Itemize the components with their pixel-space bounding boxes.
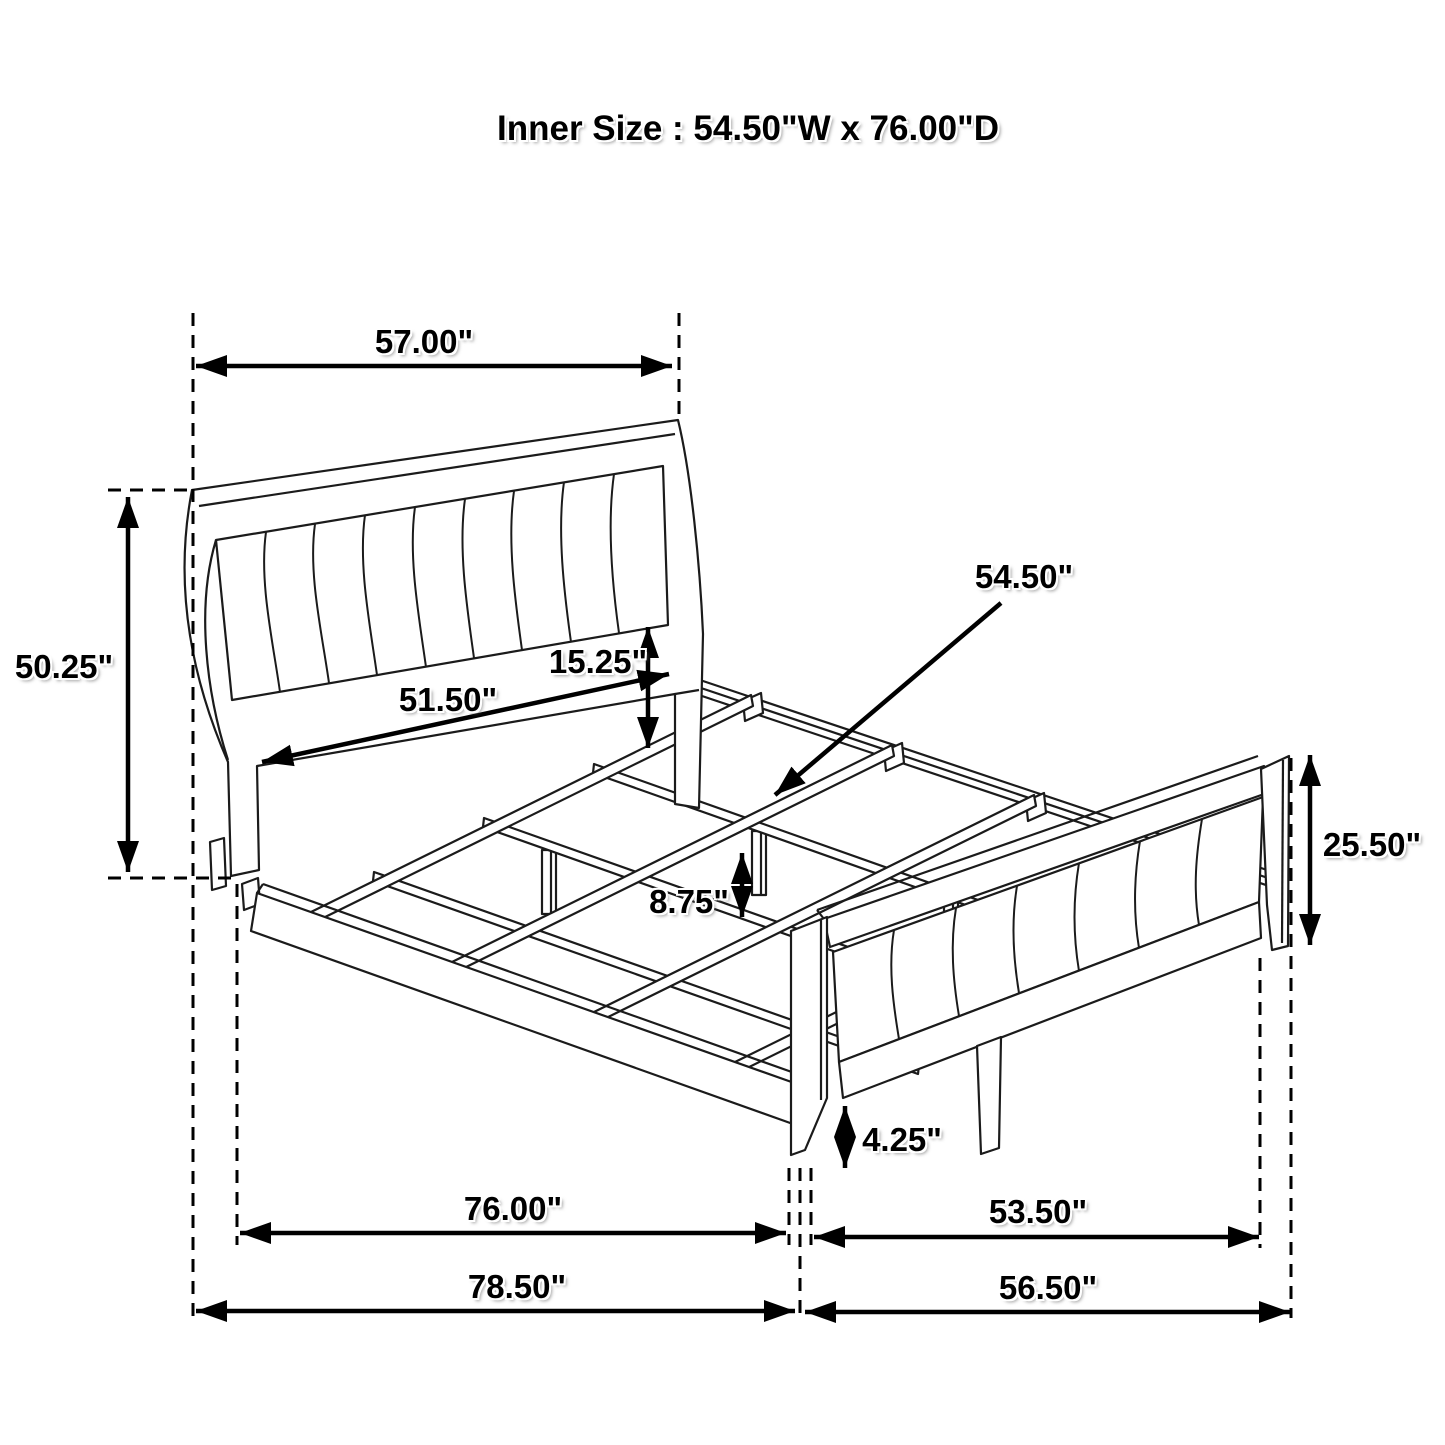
footboard-center-leg <box>977 1037 1001 1154</box>
dashed-extension-lines <box>108 313 1291 1318</box>
dimension-label-overall-length: 78.50" <box>467 1268 567 1305</box>
dimension-label-headboard-inner-width: 51.50" <box>398 681 498 718</box>
dimension-label-overall-width: 56.50" <box>998 1269 1098 1306</box>
dimension-label-panel-gap: 15.25" <box>548 643 648 680</box>
dimension-label-inner-length: 76.00" <box>463 1190 563 1227</box>
dimension-label-support-height: 8.75" <box>649 883 729 920</box>
dimension-label-headboard-height: 50.25" <box>14 648 114 685</box>
dimension-label-footboard-span: 53.50" <box>988 1193 1088 1230</box>
footboard-right-post <box>1261 756 1289 950</box>
dimension-label-leg-height: 4.25" <box>862 1121 942 1158</box>
diagram-title: Inner Size : 54.50"W x 76.00"D <box>496 109 1000 148</box>
bed-frame <box>184 420 1289 1155</box>
dimension-label-headboard-width: 57.00" <box>374 323 474 360</box>
dimension-label-footboard-height: 25.50" <box>1322 826 1422 863</box>
dimension-label-slat-width: 54.50" <box>974 558 1074 595</box>
